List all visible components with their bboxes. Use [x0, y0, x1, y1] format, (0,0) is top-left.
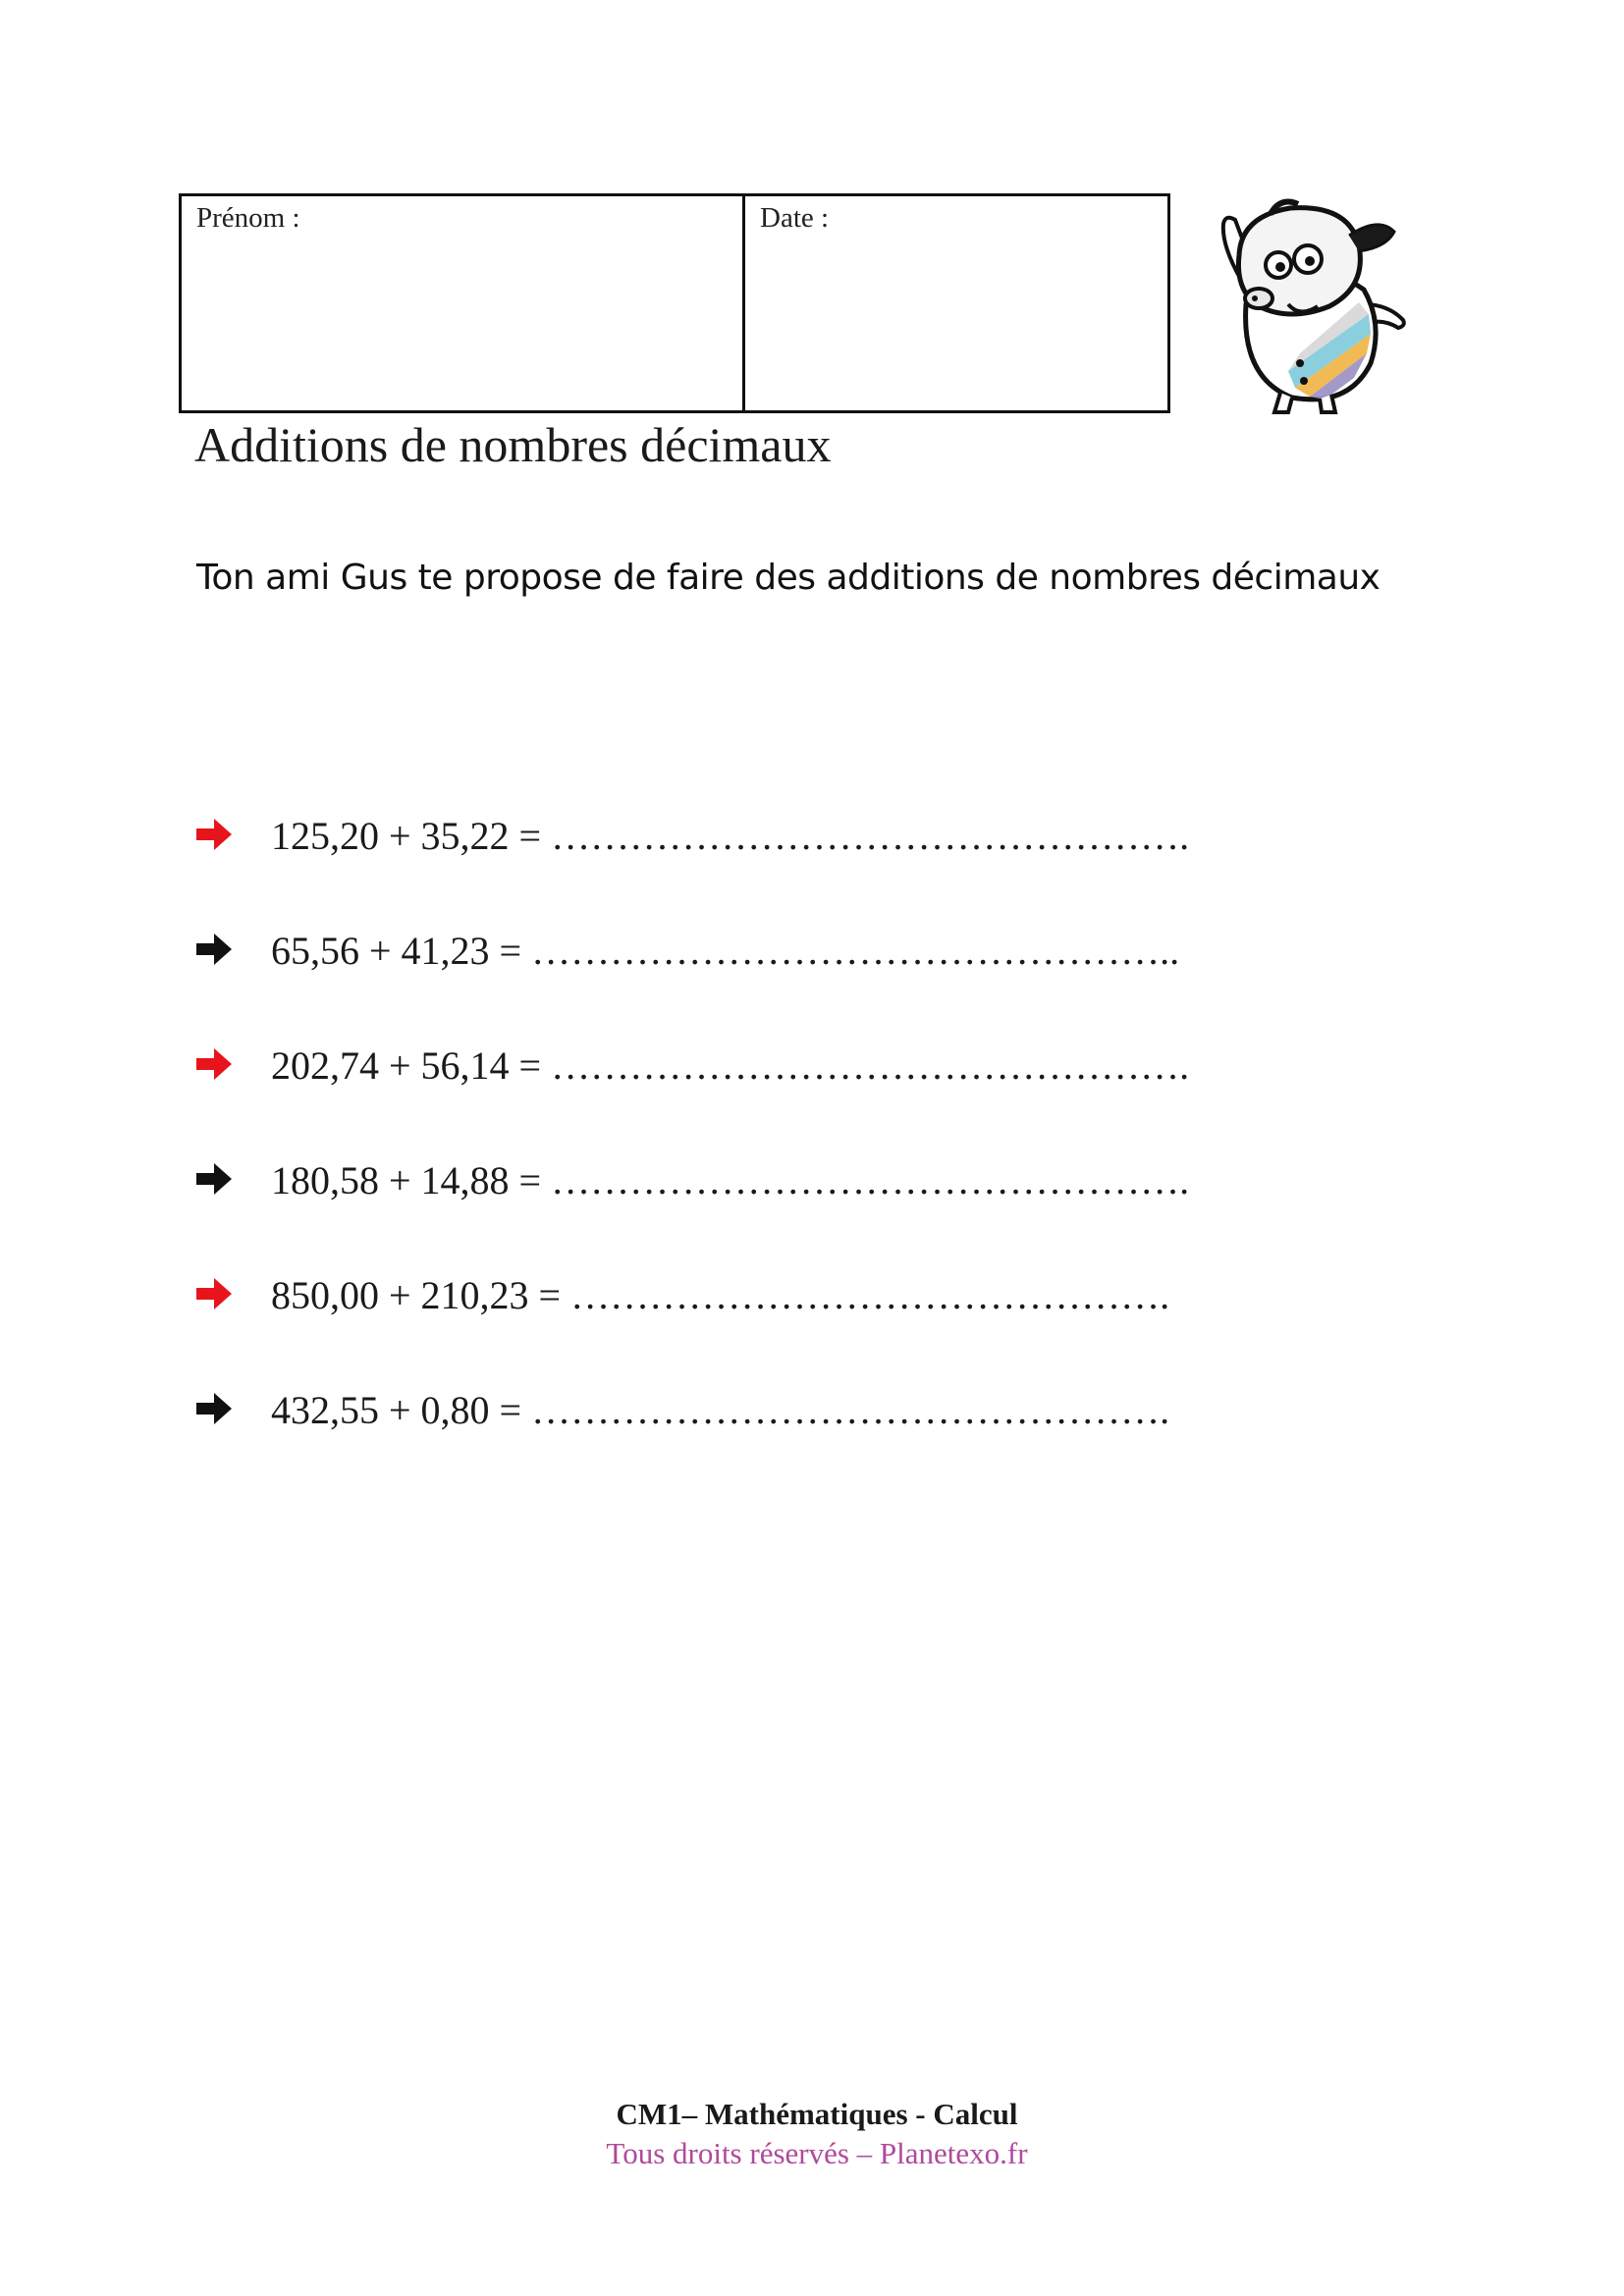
header-table — [179, 193, 1170, 413]
arrow-right-icon — [194, 1159, 271, 1199]
exercise-item — [194, 813, 1274, 928]
arrow-right-icon — [194, 815, 271, 854]
exercise-item — [194, 1272, 1274, 1387]
exercise-item — [194, 1387, 1274, 1502]
page-title: Additions de nombres décimaux — [194, 417, 832, 472]
date-label: Date : — [760, 202, 830, 234]
arrow-right-icon — [194, 1044, 271, 1084]
arrow-right-icon — [194, 1274, 271, 1313]
equation-text: 125,20 + 35,22 = …………………………………………. — [271, 814, 1190, 858]
arrow-right-icon — [194, 930, 271, 969]
equation-text: 65,56 + 41,23 = ………………………………………….. — [271, 929, 1180, 973]
exercise-list — [194, 813, 1274, 1502]
cartoon-sheep-mascot-icon — [1202, 196, 1416, 414]
exercise-item — [194, 928, 1274, 1042]
exercise-item — [194, 1042, 1274, 1157]
arrow-right-icon — [194, 1389, 271, 1428]
footer-copyright: Tous droits réservés – Planetexo.fr — [606, 2136, 1028, 2170]
equation-text: 432,55 + 0,80 = …………………………………………. — [271, 1388, 1170, 1432]
instruction-text: Ton ami Gus te propose de faire des additions de nombres décimaux — [196, 558, 1380, 598]
date-field[interactable] — [745, 196, 1167, 410]
equation-text: 180,58 + 14,88 = …………………………………………. — [271, 1158, 1190, 1202]
equation-text: 202,74 + 56,14 = …………………………………………. — [271, 1043, 1190, 1088]
name-field[interactable] — [182, 196, 745, 410]
equation-text: 850,00 + 210,23 = ………………………………………. — [271, 1273, 1170, 1317]
name-label: Prénom : — [196, 202, 300, 234]
footer-subject: CM1– Mathématiques - Calcul — [616, 2097, 1018, 2131]
exercise-item — [194, 1157, 1274, 1272]
